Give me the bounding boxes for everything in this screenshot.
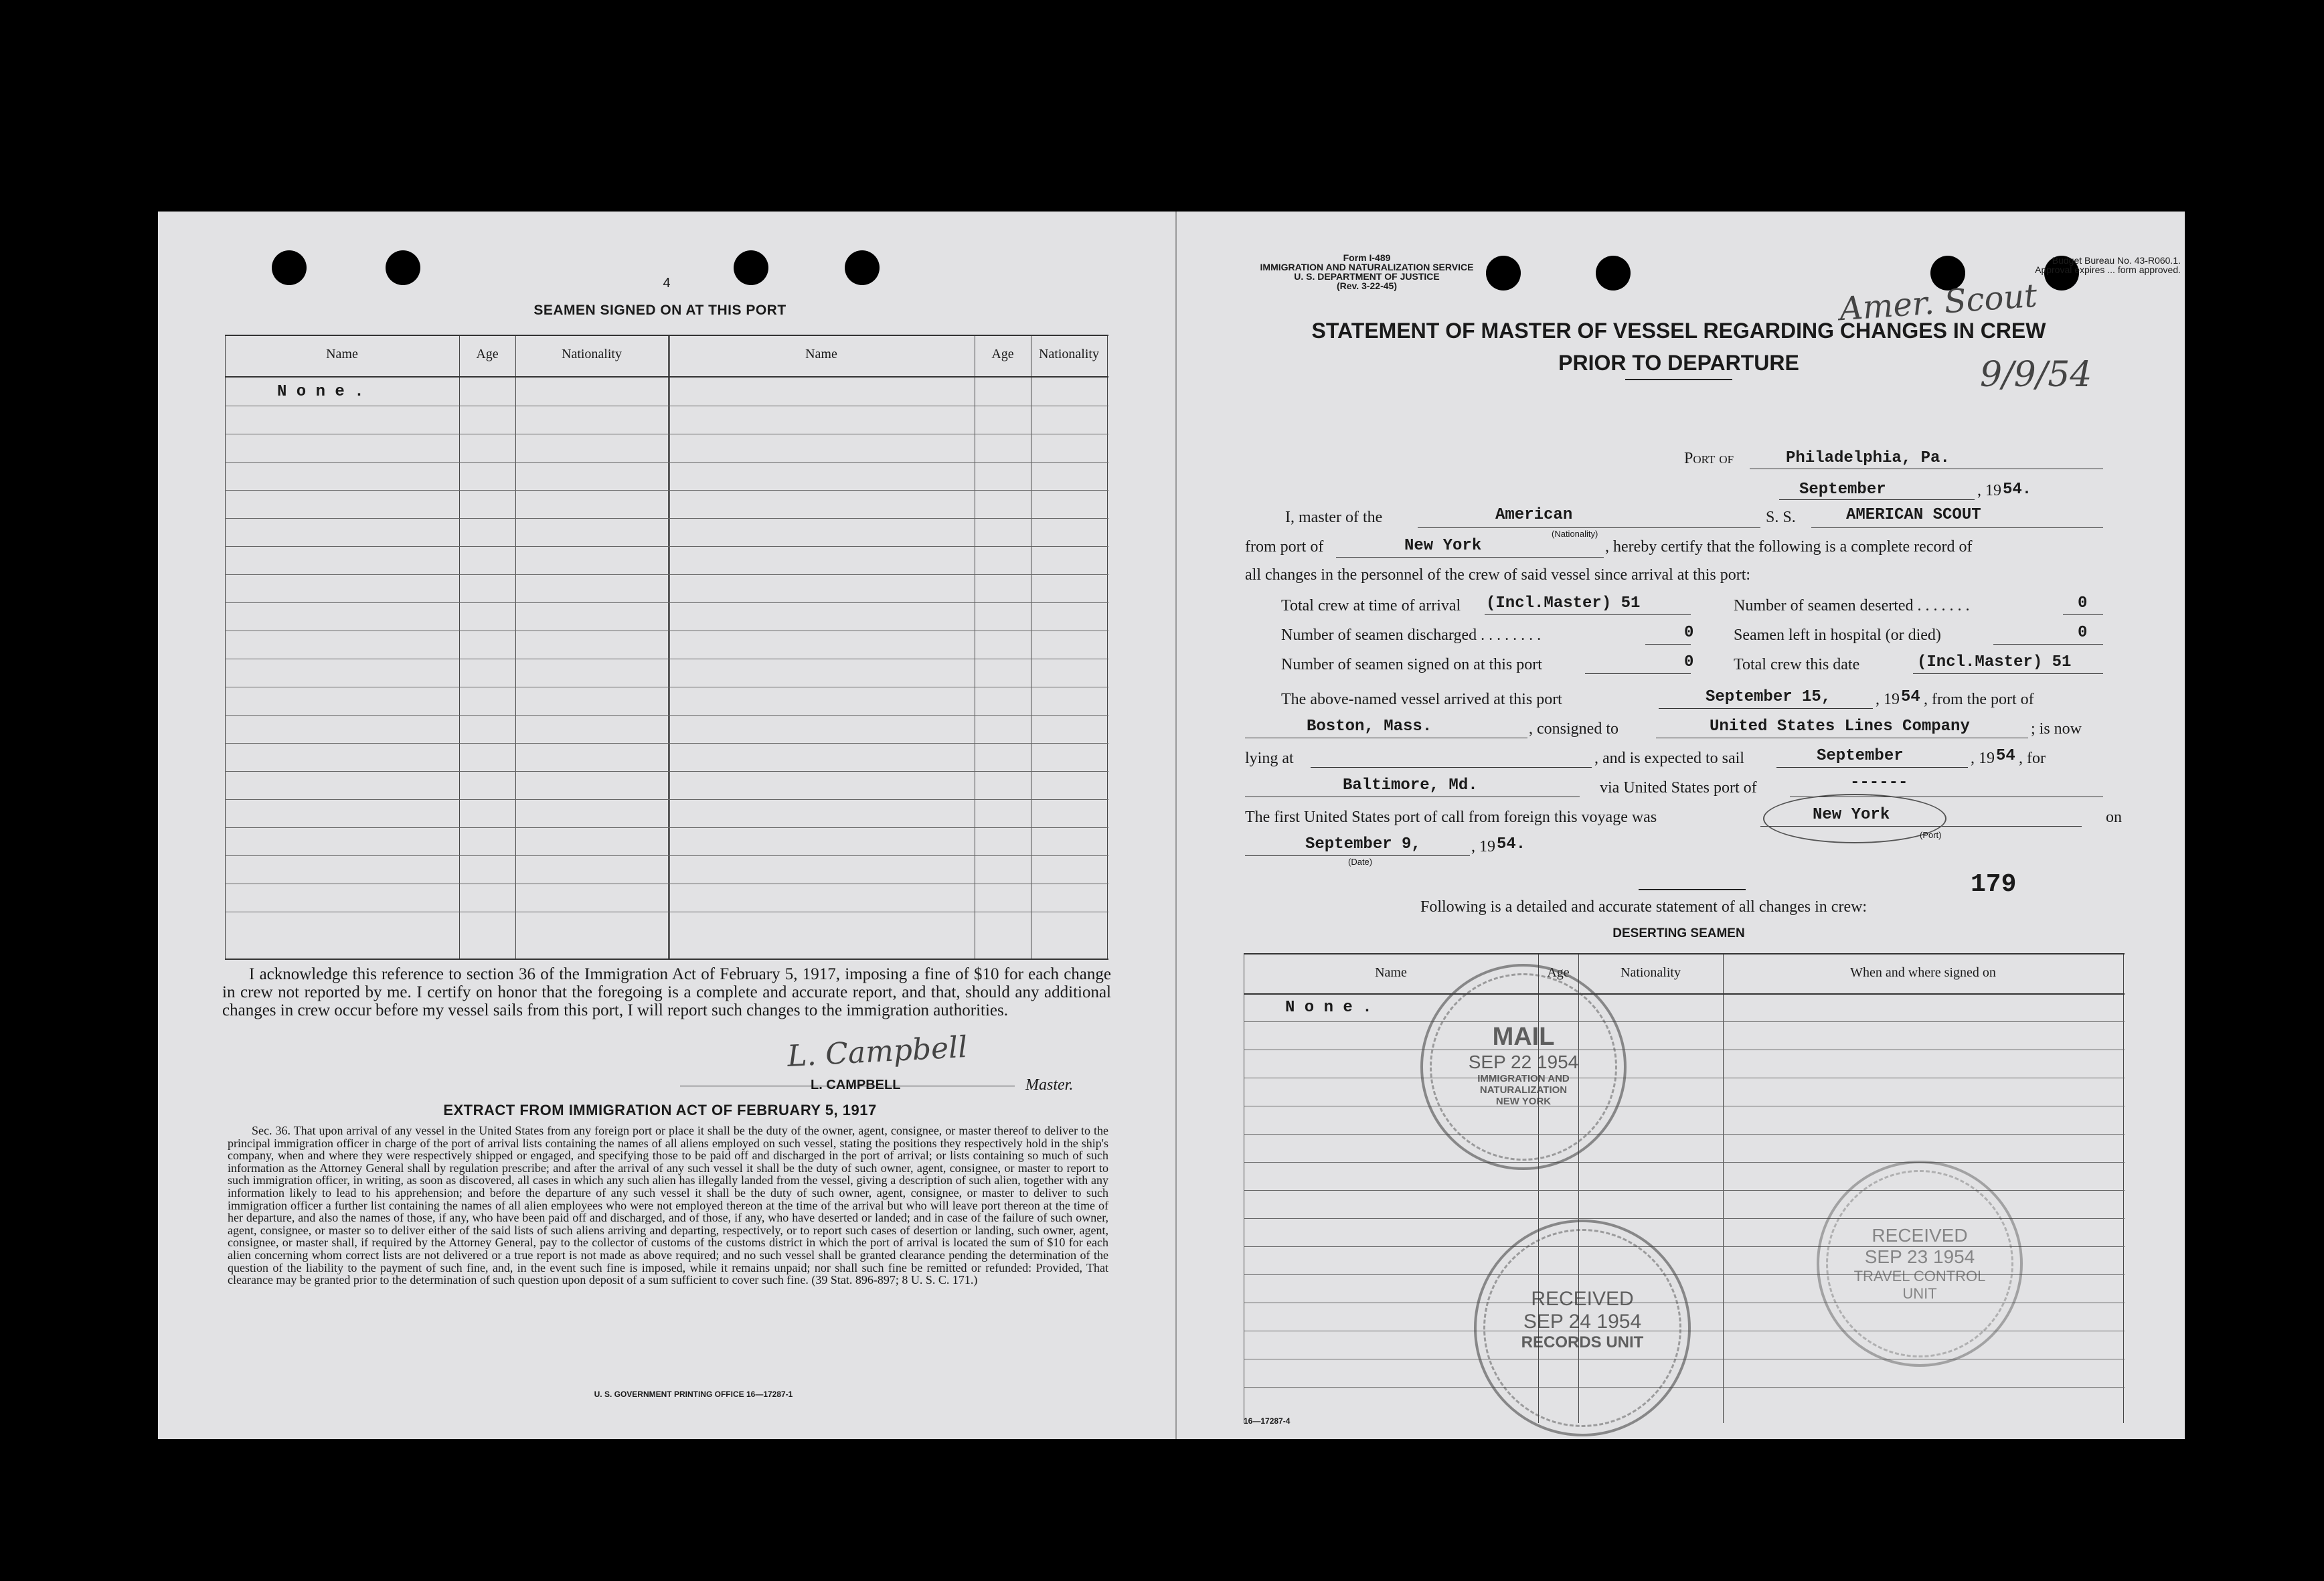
date-caption: (Date) [1348, 857, 1373, 867]
destination: Baltimore, Md. [1343, 776, 1478, 795]
for-label: , for [2019, 750, 2046, 767]
port-value: Philadelphia, Pa. [1786, 449, 1950, 467]
discharged-value: 0 [1684, 624, 1694, 642]
printer-imprint: 16—17287-4 [1244, 1416, 1291, 1426]
lying-at-label: lying at [1245, 750, 1294, 767]
master-signature: L. Campbell [786, 1029, 969, 1074]
form-subtitle: PRIOR TO DEPARTURE [1558, 351, 1799, 375]
agency-line1: IMMIGRATION AND NATURALIZATION SERVICE [1260, 262, 1474, 272]
mail-received-stamp [1420, 964, 1627, 1170]
stamp-travel-date: SEP 23 1954 [1864, 1246, 1975, 1267]
table-entry-none: N o n e . [277, 383, 364, 401]
master-title: Master. [1025, 1076, 1074, 1094]
handwritten-vessel-note: Amer. Scout [1838, 276, 2039, 329]
consignee: United States Lines Company [1710, 718, 1970, 736]
column-header-signed-on: When and where signed on [1850, 965, 1996, 980]
stamp-mail-line4: NATURALIZATION [1479, 1084, 1568, 1096]
hospital-value: 0 [2078, 624, 2088, 642]
column-header-name: Name [1375, 965, 1407, 980]
stamp-travel-line4: UNIT [1902, 1285, 1937, 1302]
punch-hole [272, 250, 307, 285]
report-year: 54. [2003, 481, 2032, 499]
handwritten-circle [1763, 794, 1946, 843]
stamp-travel-line3: TRAVEL CONTROL [1853, 1268, 1986, 1284]
budget-note [1933, 256, 2181, 274]
is-now-label: ; is now [2031, 720, 2082, 738]
stamped-number: 179 [1971, 870, 2017, 899]
port-caption: (Port) [1920, 830, 1942, 840]
statute-text: Sec. 36. That upon arrival of any vessel in the United States from any foreign port or place it shall be the duty of the owner, agent, consignee, or master thereof to deliver to the principal immigration officer in charge of the port of arrival lists containing the names of all aliens employed on such vessel, stating the positions they respectively hold in the ship's company, when and where they were respectively shipped or engaged, and specifying those to be paid off and discharged in the port of arrival; or lists containing so much of such information as the Attorney General shall by regulation prescribe; and after the arrival of any such vessel it shall be the duty of such owner, agent, consignee, or master to report to such immigration officer, in writing, as soon as discovered, all cases in which any such alien has illegally landed from the vessel, giving a description of such alien, together with any information likely to lead to his apprehension; and before the departure of any such vessel it shall be the duty of such owner, agent, consignee, or master to deliver to such immigration officer a further list containing the names of all alien employees who were not employed thereon at the time of the arrival but who will leave port thereon at the time of her departure, and also the names of those, if any, who have been paid off and discharged, and of those, if any, who have deserted or landed; and in case of the failure of such owner, agent, consignee, or master so to deliver either of the said lists of such aliens arriving and departing, respectively, or to report such cases of desertion or landing, such owner, agent, consignee, or master shall, if required by the Attorney General, pay to the collector of customs of the customs district in which the port of arrival is located the sum of $10 for each alien concerning whom correct lists are not delivered or a true report is not made as above required; and no such vessel shall be granted clearance pending the determination of the question of the liability to the payment of such fine, and, in the event such fine is imposed, while it remains unpaid; nor shall such fine be remitted or refunded: Provided, That clearance may be granted prior to the determination of such question upon deposit of a sum sufficient to cover such fine. (39 Stat. 896-897; 8 U. S. C. 171.) [228, 1124, 1108, 1287]
certify-text: , hereby certify that the following is a complete record of [1605, 538, 1973, 556]
total-crew-date-value: (Incl.Master) 51 [1917, 653, 2072, 671]
stamp-mail-label: MAIL [1492, 1023, 1555, 1051]
acknowledgement-text: I acknowledge this reference to section 36 of the Immigration Act of February 5, 1917, imposing a fine of $10 for each change in crew not reported by me. I certify on honor that the foregoing is a complete and accurate report, and that, should any additional changes in crew occur before my vessel sails from this port, I will report such changes to the immigration authorities. [222, 965, 1111, 1019]
total-crew-arrival-value: (Incl.Master) 51 [1486, 594, 1641, 612]
agency-line2: U. S. DEPARTMENT OF JUSTICE [1294, 271, 1440, 282]
records-unit-stamp [1474, 1220, 1691, 1436]
from-port-value: New York [1404, 537, 1482, 555]
form-header [1233, 253, 1501, 290]
discharged-label: Number of seamen discharged . . . . . . . . [1281, 627, 1542, 644]
extract-title: EXTRACT FROM IMMIGRATION ACT OF FEBRUARY 5, 1917 [443, 1102, 877, 1118]
nationality-caption: (Nationality) [1552, 529, 1598, 539]
ss-label: S. S. [1766, 509, 1796, 526]
left-page [158, 212, 1175, 1439]
total-crew-date-label: Total crew this date [1734, 656, 1860, 673]
stamp-mail-line3: IMMIGRATION AND [1477, 1073, 1570, 1084]
call-year: 54. [1497, 835, 1526, 853]
form-number: Form I-489 [1343, 252, 1391, 263]
punch-hole [734, 250, 768, 285]
column-header-nationality: Nationality [1039, 347, 1099, 361]
column-header-age: Age [991, 347, 1014, 361]
hospital-label: Seamen left in hospital (or died) [1734, 627, 1941, 644]
on-label: on [2106, 809, 2122, 826]
stamp-records-date: SEP 24 1954 [1523, 1311, 1642, 1333]
revision: (Rev. 3-22-45) [1336, 280, 1397, 291]
sail-month: September [1817, 747, 1904, 765]
year-prefix: , 19 [1977, 482, 2001, 499]
deserted-label: Number of seamen deserted . . . . . . . [1734, 597, 1970, 614]
column-header-nationality: Nationality [1621, 965, 1681, 980]
consigned-label: , consigned to [1529, 720, 1618, 738]
via-value: ------ [1850, 774, 1908, 792]
punch-hole [386, 250, 420, 285]
column-header-name: Name [805, 347, 837, 361]
arrived-year: 54 [1901, 688, 1920, 706]
first-port-value: New York [1813, 806, 1890, 824]
arrived-date: September 15, [1706, 688, 1831, 706]
stamp-records-unit: RECORDS UNIT [1521, 1333, 1644, 1351]
arrived-year-prefix: , 19 [1876, 691, 1900, 708]
punch-hole [845, 250, 880, 285]
first-port-label: The first United States port of call from foreign this voyage was [1245, 809, 1657, 826]
signed-on-label: Number of seamen signed on at this port [1281, 656, 1542, 673]
call-year-prefix: , 19 [1471, 838, 1495, 855]
from-port-label: from port of [1245, 538, 1324, 556]
printer-imprint: U. S. GOVERNMENT PRINTING OFFICE 16—17287-1 [594, 1390, 793, 1399]
sail-year-prefix: , 19 [1971, 750, 1995, 767]
column-header-nationality: Nationality [562, 347, 622, 361]
master-name: L. CAMPBELL [811, 1078, 901, 1092]
total-crew-arrival-label: Total crew at time of arrival [1281, 597, 1461, 614]
section-title: SEAMEN SIGNED ON AT THIS PORT [533, 303, 786, 318]
report-month: September [1799, 481, 1886, 499]
following-text: Following is a detailed and accurate statement of all changes in crew: [1420, 898, 1868, 916]
signed-on-value: 0 [1684, 653, 1694, 671]
punch-hole [1596, 256, 1631, 290]
expected-label: , and is expected to sail [1594, 750, 1744, 767]
sail-year: 54 [1996, 747, 2015, 765]
right-page [1175, 212, 2185, 1439]
seamen-signed-on-table [225, 335, 1108, 960]
column-header-age: Age [476, 347, 499, 361]
column-header-name: Name [326, 347, 358, 361]
budget-line1: Budget Bureau No. 43-R060.1. [2052, 255, 2181, 266]
deserted-value: 0 [2078, 594, 2088, 612]
port-label: Port of [1684, 450, 1734, 467]
via-label: via United States port of [1600, 779, 1757, 797]
budget-line2: Approval expires ... form approved. [2035, 264, 2181, 275]
travel-control-stamp [1817, 1161, 2023, 1367]
origin-port: Boston, Mass. [1307, 718, 1432, 736]
stamp-mail-line5: NEW YORK [1495, 1096, 1552, 1107]
certify-text-2: all changes in the personnel of the crew of said vessel since arrival at this port: [1245, 566, 1751, 584]
column-header-age: Age [1547, 965, 1570, 980]
master-of-label: I, master of the [1285, 509, 1383, 526]
stamp-travel-label: RECEIVED [1872, 1225, 1968, 1246]
arrived-label: The above-named vessel arrived at this port [1281, 691, 1562, 708]
deserting-title: DESERTING SEAMEN [1612, 926, 1745, 940]
nationality-value: American [1495, 506, 1573, 524]
from-port-label-2: , from the port of [1924, 691, 2034, 708]
form-title: STATEMENT OF MASTER OF VESSEL REGARDING CHANGES IN CREW [1311, 319, 2046, 343]
stamp-records-label: RECEIVED [1531, 1288, 1634, 1310]
table-entry-none: N o n e . [1285, 999, 1372, 1017]
page-number: 4 [663, 276, 671, 290]
vessel-name: AMERICAN SCOUT [1846, 506, 1981, 524]
stamp-mail-date: SEP 22 1954 [1468, 1052, 1579, 1072]
handwritten-date-note: 9/9/54 [1980, 355, 2092, 395]
call-date: September 9, [1305, 835, 1421, 853]
